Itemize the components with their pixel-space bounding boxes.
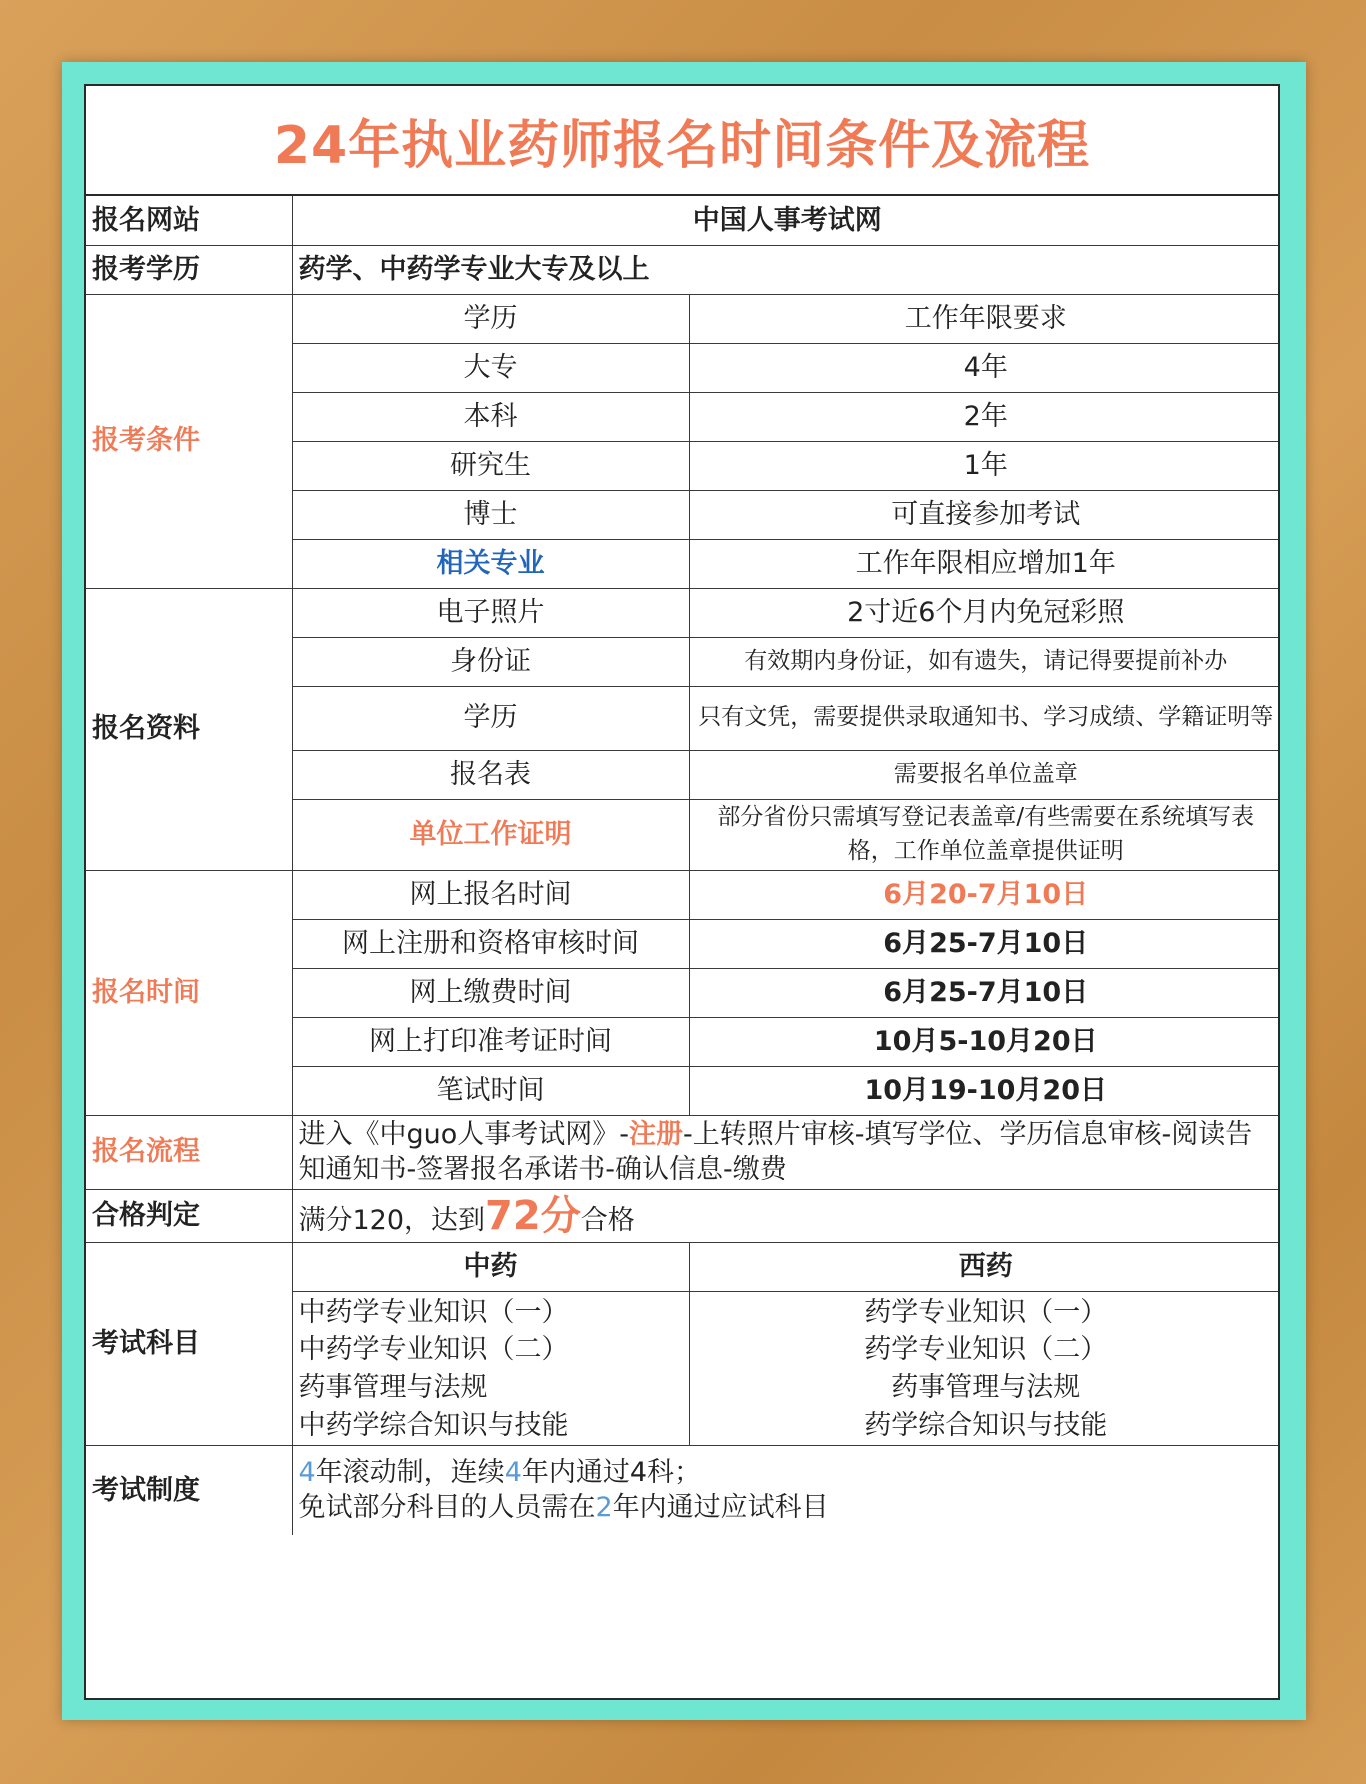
conditions-years: 可直接参加考试 bbox=[689, 490, 1280, 539]
schedule-item: 笔试时间 bbox=[292, 1066, 689, 1115]
conditions-degree: 本科 bbox=[292, 392, 689, 441]
process-part2: -上转照片审核-填写学位、学历信息审核-阅读告知通知书-签署报名承诺书-确认信息-缴费 bbox=[298, 1118, 1253, 1185]
schedule-item: 网上缴费时间 bbox=[292, 968, 689, 1017]
page-title: 24年执业药师报名时间条件及流程 bbox=[86, 86, 1278, 196]
schedule-item: 网上注册和资格审核时间 bbox=[292, 919, 689, 968]
website-value: 中国人事考试网 bbox=[292, 196, 1280, 245]
website-row bbox=[86, 196, 1280, 245]
education-value: 药学、中药学专业大专及以上 bbox=[292, 245, 1280, 294]
conditions-header-row bbox=[86, 294, 1280, 343]
conditions-degree: 研究生 bbox=[292, 441, 689, 490]
system-label: 考试制度 bbox=[86, 1445, 292, 1535]
list-item: 中药学专业知识（一） bbox=[298, 1296, 569, 1328]
system-years-a: 4 bbox=[298, 1457, 316, 1489]
subjects-header-row bbox=[86, 1242, 1280, 1291]
materials-item: 电子照片 bbox=[292, 588, 689, 637]
conditions-years: 4年 bbox=[689, 343, 1280, 392]
table-row bbox=[86, 588, 1280, 637]
table-row bbox=[86, 870, 1280, 919]
process-label: 报名流程 bbox=[86, 1115, 292, 1189]
list-item: 药事管理与法规 bbox=[891, 1372, 1081, 1404]
system-years-c: 2 bbox=[595, 1492, 613, 1524]
system-row bbox=[86, 1445, 1280, 1535]
process-highlight: 注册 bbox=[629, 1118, 684, 1150]
system-years-b: 4 bbox=[504, 1457, 522, 1489]
conditions-label: 报考条件 bbox=[86, 294, 292, 588]
system-line-1 bbox=[299, 1455, 1277, 1490]
materials-note: 需要报名单位盖章 bbox=[689, 750, 1280, 799]
list-item: 药事管理与法规 bbox=[298, 1372, 488, 1404]
system-line-2 bbox=[299, 1490, 1277, 1525]
process-row bbox=[86, 1115, 1280, 1189]
passing-text bbox=[292, 1189, 1280, 1242]
conditions-degree: 博士 bbox=[292, 490, 689, 539]
materials-note: 2寸近6个月内免冠彩照 bbox=[689, 588, 1280, 637]
system-text-b: 年内通过4科； bbox=[521, 1457, 702, 1489]
passing-score: 72分 bbox=[485, 1192, 581, 1239]
materials-item: 报名表 bbox=[292, 750, 689, 799]
subjects-tcm-list bbox=[292, 1291, 689, 1445]
list-item: 药学专业知识（一） bbox=[864, 1296, 1108, 1328]
system-text-d: 年内通过应试科目 bbox=[612, 1492, 829, 1524]
schedule-date: 6月25-7月10日 bbox=[689, 919, 1280, 968]
materials-note: 只有文凭，需要提供录取通知书、学习成绩、学籍证明等 bbox=[689, 686, 1280, 750]
materials-item-employment-proof: 单位工作证明 bbox=[292, 799, 689, 870]
system-text-a: 年滚动制，连续 bbox=[315, 1457, 505, 1489]
schedule-label: 报名时间 bbox=[86, 870, 292, 1115]
education-row bbox=[86, 245, 1280, 294]
conditions-years: 2年 bbox=[689, 392, 1280, 441]
system-text-c: 免试部分科目的人员需在 bbox=[298, 1492, 596, 1524]
conditions-header-education: 学历 bbox=[292, 294, 689, 343]
subjects-header-tcm: 中药 bbox=[292, 1242, 689, 1291]
list-item: 中药学综合知识与技能 bbox=[298, 1409, 569, 1441]
materials-item: 学历 bbox=[292, 686, 689, 750]
website-label: 报名网站 bbox=[86, 196, 292, 245]
list-item: 中药学专业知识（二） bbox=[298, 1334, 569, 1366]
schedule-date: 6月25-7月10日 bbox=[689, 968, 1280, 1017]
subjects-label: 考试科目 bbox=[86, 1242, 292, 1445]
passing-prefix: 满分120，达到 bbox=[298, 1204, 486, 1236]
schedule-date: 10月19-10月20日 bbox=[689, 1066, 1280, 1115]
conditions-related-major: 相关专业 bbox=[292, 539, 689, 588]
schedule-date: 6月20-7月10日 bbox=[689, 870, 1280, 919]
schedule-item: 网上打印准考证时间 bbox=[292, 1017, 689, 1066]
education-label: 报考学历 bbox=[86, 245, 292, 294]
info-sheet bbox=[84, 84, 1280, 1700]
conditions-years: 1年 bbox=[689, 441, 1280, 490]
materials-item: 身份证 bbox=[292, 637, 689, 686]
conditions-years: 工作年限相应增加1年 bbox=[689, 539, 1280, 588]
conditions-degree: 大专 bbox=[292, 343, 689, 392]
subjects-western-list bbox=[689, 1291, 1280, 1445]
passing-suffix: 合格 bbox=[580, 1204, 635, 1236]
materials-note: 部分省份只需填写登记表盖章/有些需要在系统填写表格，工作单位盖章提供证明 bbox=[689, 799, 1280, 870]
info-table bbox=[86, 196, 1280, 1535]
process-text bbox=[292, 1115, 1280, 1189]
list-item: 药学专业知识（二） bbox=[864, 1334, 1108, 1366]
list-item: 药学综合知识与技能 bbox=[864, 1409, 1108, 1441]
process-part1: 进入《中guo人事考试网》- bbox=[298, 1118, 630, 1150]
schedule-item: 网上报名时间 bbox=[292, 870, 689, 919]
conditions-header-years: 工作年限要求 bbox=[689, 294, 1280, 343]
passing-label: 合格判定 bbox=[86, 1189, 292, 1242]
system-text bbox=[292, 1445, 1280, 1535]
subjects-header-western: 西药 bbox=[689, 1242, 1280, 1291]
passing-row bbox=[86, 1189, 1280, 1242]
materials-note: 有效期内身份证，如有遗失，请记得要提前补办 bbox=[689, 637, 1280, 686]
materials-label: 报名资料 bbox=[86, 588, 292, 870]
schedule-date: 10月5-10月20日 bbox=[689, 1017, 1280, 1066]
